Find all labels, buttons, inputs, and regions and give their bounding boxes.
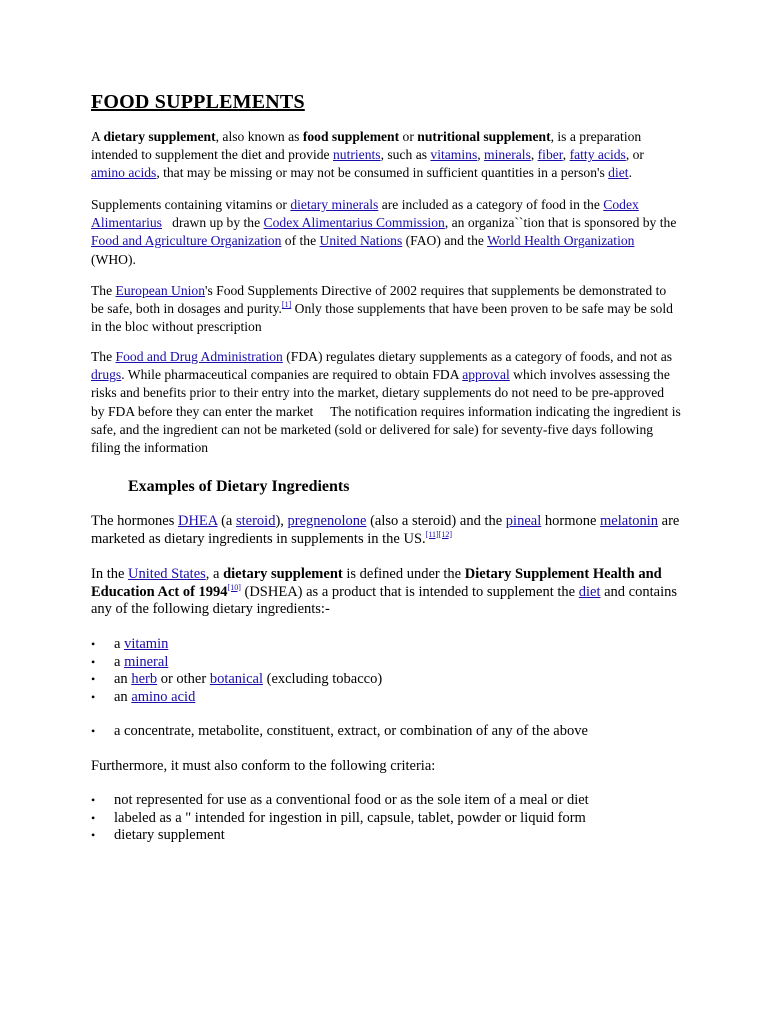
link-fao[interactable]: Food and Agriculture Organization: [91, 233, 282, 249]
paragraph-hormones: [91, 513, 681, 548]
paragraph-eu-directive: [91, 282, 681, 337]
text: and contains any of the following dietary ingredients:-: [91, 583, 678, 617]
link-united-nations[interactable]: United Nations: [319, 233, 403, 249]
bullet: •: [91, 654, 96, 669]
text: labeled as a " intended for ingestion in pill, capsule, tablet, powder or liquid form: [114, 809, 586, 826]
text: (FAO) and the: [402, 233, 488, 249]
link-pineal[interactable]: pineal: [505, 513, 542, 529]
link-codex-alimentarius[interactable]: Codex Alimentarius: [91, 197, 639, 231]
text: are marketed as dietary ingredients in supplements in the US.: [91, 513, 680, 547]
bullet: •: [91, 689, 96, 704]
text: Supplements containing vitamins or: [91, 197, 291, 212]
text: .: [628, 165, 632, 181]
section-heading: Examples of Dietary Ingredients: [128, 478, 350, 495]
concentrate-list: [91, 723, 691, 741]
text: drawn up by the: [161, 215, 264, 231]
link-vitamin[interactable]: vitamin: [124, 636, 169, 652]
text: , also known as: [215, 129, 303, 144]
list-item: [91, 827, 691, 845]
text: A: [91, 129, 104, 144]
link-fda[interactable]: Food and Drug Administration: [115, 349, 283, 364]
link-amino-acids[interactable]: amino acids: [91, 165, 157, 181]
text: ,: [530, 147, 538, 163]
text: , that may be missing or may not be consumed in sufficient quantities in a person's: [156, 165, 609, 181]
bullet: •: [91, 637, 96, 651]
link-dhea[interactable]: DHEA: [177, 513, 218, 529]
link-dietary-minerals[interactable]: dietary minerals: [290, 197, 379, 212]
text: ,: [477, 147, 485, 163]
list-item: [91, 792, 691, 810]
text: The: [91, 283, 116, 298]
text: (FDA) regulates dietary supplements as a category of foods, and not as: [282, 349, 673, 364]
link-approval[interactable]: approval: [462, 367, 510, 383]
link-fatty-acids[interactable]: fatty acids: [569, 147, 626, 163]
bold-term: nutritional supplement: [417, 129, 551, 144]
paragraph-dshea: [91, 566, 681, 619]
link-who[interactable]: World Health Organization: [487, 233, 635, 249]
text: The: [91, 349, 116, 364]
bullet: •: [91, 724, 96, 738]
list-item: [91, 654, 691, 672]
link-diet[interactable]: diet: [608, 165, 629, 181]
text: (a: [217, 513, 236, 529]
link-herb[interactable]: herb: [131, 671, 158, 687]
page-title: FOOD SUPPLEMENTS: [91, 91, 305, 113]
citation-11-12[interactable]: [11][12]: [425, 529, 452, 539]
text: In the: [91, 566, 129, 582]
bullet: •: [91, 810, 96, 825]
list-item: [91, 723, 691, 741]
link-drugs[interactable]: drugs: [91, 367, 122, 383]
text: . While pharmaceutical companies are required to obtain FDA: [121, 367, 463, 383]
text: or other: [157, 671, 210, 687]
link-fiber[interactable]: fiber: [537, 147, 563, 163]
link-codex-commission[interactable]: Codex Alimentarius Commission: [263, 215, 445, 231]
text: of the: [281, 233, 320, 249]
list-item: [91, 689, 691, 707]
citation-1[interactable]: [1]: [281, 300, 292, 310]
text: are included as a category of food in the: [378, 197, 604, 212]
text: a concentrate, metabolite, constituent, extract, or combination of any of the above: [114, 723, 588, 739]
text: , an organiza``tion that is sponsored by the: [444, 215, 677, 231]
text: The hormones: [91, 513, 178, 529]
link-minerals[interactable]: minerals: [484, 147, 531, 163]
paragraph-criteria: Furthermore, it must also conform to the following criteria:: [91, 758, 436, 774]
citation-10[interactable]: [10]: [227, 582, 241, 592]
link-pregnenolone[interactable]: pregnenolone: [287, 513, 367, 529]
link-amino-acid[interactable]: amino acid: [131, 688, 196, 705]
link-nutrients[interactable]: nutrients: [333, 147, 381, 163]
text: (DSHEA) as a product that is intended to supplement the: [240, 583, 579, 600]
text: , a: [205, 566, 224, 582]
list-item: [91, 671, 691, 689]
text: (WHO).: [91, 251, 136, 267]
bullet: •: [91, 828, 96, 842]
bullet: •: [91, 793, 96, 807]
text: 's Food Supplements Directive of 2002 requires that supplements be demonstrated to be safe, both in dosages and purity.: [91, 283, 667, 317]
link-united-states[interactable]: United States: [128, 566, 206, 582]
text: dietary supplement: [114, 827, 225, 843]
list-item: [91, 810, 691, 828]
text: (excluding tobacco): [262, 671, 383, 687]
criteria-list: [91, 792, 691, 845]
paragraph-fda: [91, 348, 685, 457]
text: an: [114, 688, 132, 705]
text: , such as: [380, 147, 431, 163]
text: a: [114, 653, 125, 670]
link-diet-2[interactable]: diet: [578, 583, 601, 600]
text: hormone: [541, 513, 601, 529]
text: or: [399, 129, 418, 144]
link-european-union[interactable]: European Union: [115, 283, 206, 298]
text: is defined under the: [342, 566, 465, 582]
text: an: [114, 671, 132, 687]
link-steroid[interactable]: steroid: [235, 513, 276, 529]
text: which involves assessing the risks and benefits prior to their entry into the market, dietary supplements do not need to be pre-approved by FDA before they can enter the market The notification requires information indicating the ingredient is safe, and the ingredient can not be marketed (sold or delivered for sale) for seventy-five days following filing the information: [91, 367, 685, 456]
link-melatonin[interactable]: melatonin: [600, 513, 659, 529]
text: ),: [275, 513, 288, 529]
link-botanical[interactable]: botanical: [209, 671, 263, 687]
bold-term: food supplement: [302, 129, 400, 144]
paragraph-codex: [91, 196, 681, 269]
text: , or: [625, 147, 644, 163]
bold-term: dietary supplement: [223, 566, 343, 582]
text: ,: [562, 147, 570, 163]
text: a: [114, 636, 125, 652]
text: (also a steroid) and the: [366, 513, 506, 529]
link-mineral[interactable]: mineral: [124, 653, 169, 670]
link-vitamins[interactable]: vitamins: [430, 147, 478, 163]
bold-term: Dietary Supplement Health and Education Act of 1994: [91, 566, 662, 600]
text: Only those supplements that have been proven to be safe may be sold in the bloc without prescription: [91, 301, 673, 335]
bullet: •: [91, 672, 96, 686]
text: not represented for use as a conventional food or as the sole item of a meal or diet: [114, 792, 589, 808]
list-item: [91, 636, 691, 654]
bold-term: dietary supplement: [103, 129, 216, 144]
ingredient-list: [91, 636, 691, 706]
paragraph-definition: [91, 128, 681, 183]
text: , is a preparation intended to supplement the diet and provide: [91, 129, 642, 163]
